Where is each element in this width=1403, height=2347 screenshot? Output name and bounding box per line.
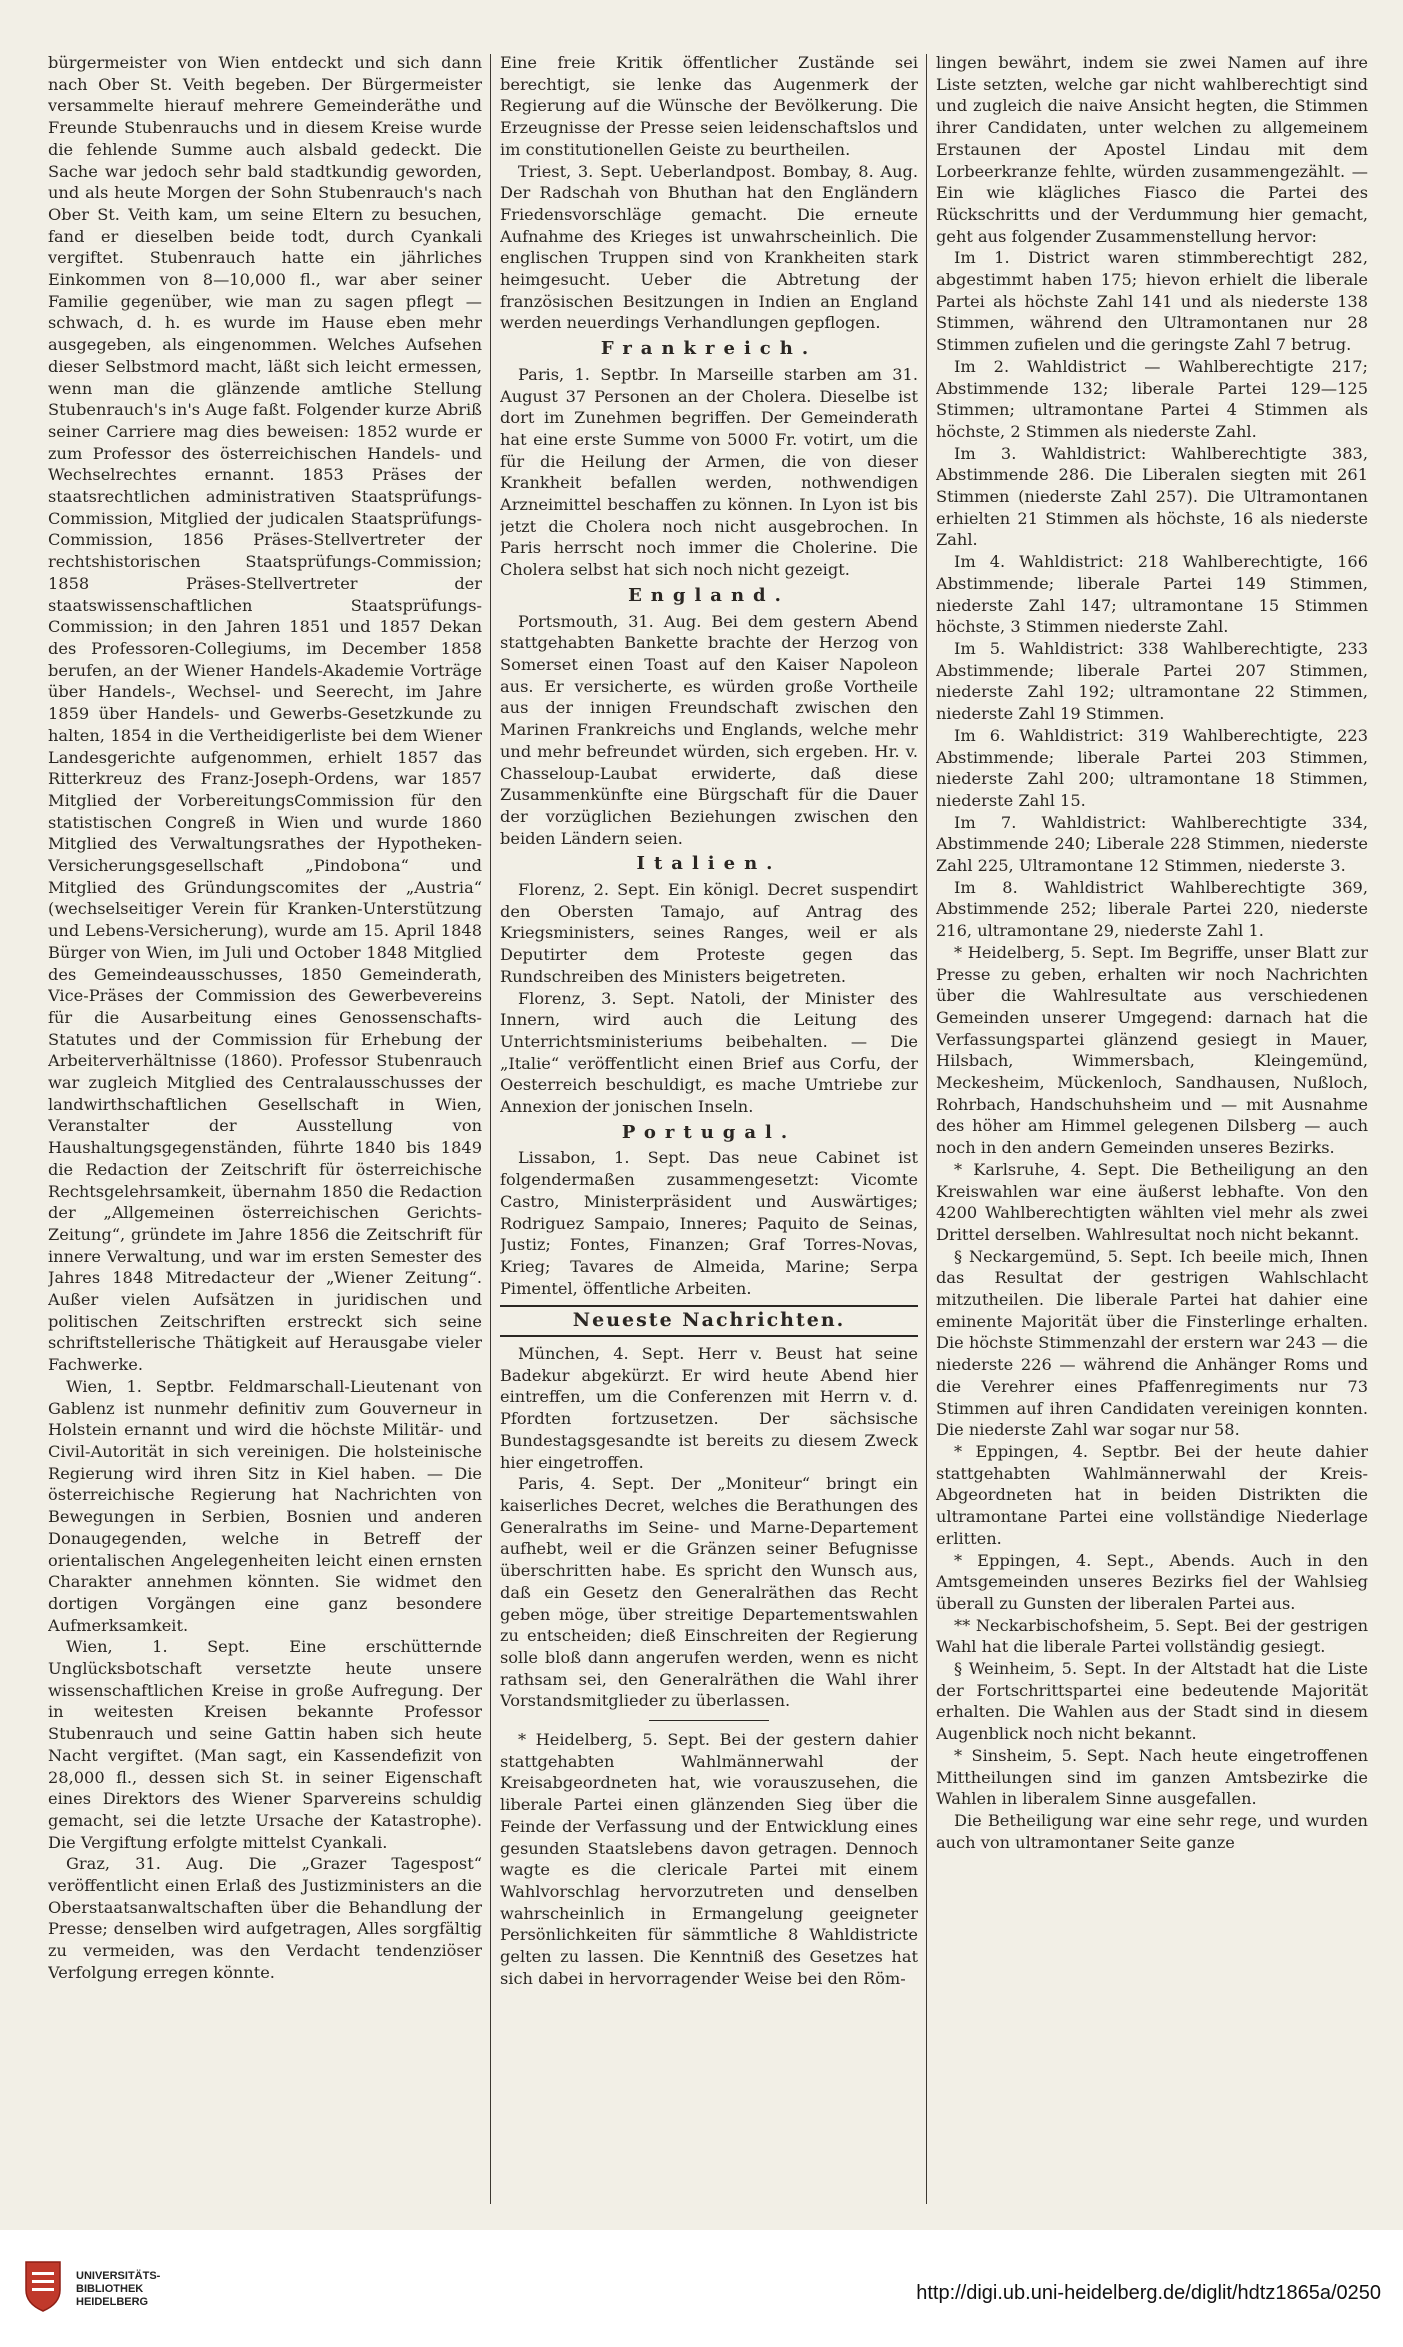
article-text: Wien, 1. Sept. Eine erschütternde Unglücksbotschaft versetzte heute unsere wissenschaftlichen Kreise in große Aufregung. Der in weitesten Kreisen bekannte Professor Stubenrauch und seine Gattin haben sich heute Nacht vergiftet. (Man sagt, ein Kassendefizit von 28,000 fl., dessen sich St. in seiner Eigenschaft eines Direktors des Wiener Sparvereins schuldig gemacht, sei die letzte Ursache der Katastrophe). Die Vergiftung erfolgte mittelst Cyankali.: [48, 1637, 482, 1852]
article-text: Florenz, 3. Sept. Natoli, der Minister des Innern, wird auch die Leitung des Unterrichtsministeriums beibehalten. — Die „Italie“ veröffentlicht einen Brief aus Corfu, der Oesterreich beschuldigt, es mache Umtriebe zur Annexion der jonischen Inseln.: [500, 988, 918, 1117]
article-text: Graz, 31. Aug. Die „Grazer Tagespost“ veröffentlicht einen Erlaß des Justizministers an die Oberstaatsanwaltschaften über die Behandlung der Presse; denselben wird aufgetragen, Alles sorgfältig zu vermeiden, was den Verdacht tendenziöser Verfolgung erregen könnte.: [48, 1854, 482, 1982]
article-text: * Karlsruhe, 4. Sept. Die Betheiligung an den Kreiswahlen war eine äußerst lebhafte. Von den 4200 Wahlberechtigten wählten viel mehr als zwei Drittel derselben. Wahlresultat noch nicht bekannt.: [936, 1159, 1368, 1244]
article-text: Im 2. Wahldistrict — Wahlberechtigte 217; Abstimmende 132; liberale Partei 129—125 Stimmen; ultramontane Partei 4 Stimmen als höchste, 2 Stimmen als niederste Zahl.: [936, 356, 1368, 441]
column-rule: [490, 54, 491, 2204]
divider: [649, 1720, 769, 1721]
permalink-url[interactable]: http://digi.ub.uni-heidelberg.de/diglit/hdtz1865a/0250: [916, 2282, 1381, 2304]
column-1: [48, 52, 482, 2217]
article-text: § Neckargemünd, 5. Sept. Ich beeile mich, Ihnen das Resultat der gestrigen Wahlschlacht mitzutheilen. Die liberale Partei hat dahier eine eminente Majorität über die Finsterlinge erhalten. Die höchste Stimmenzahl der erstern war 243 — die niederste 226 — während die Anhänger Roms und die Verehrer eines Pfaffenregiments nur 73 Stimmen auf ihren Candidaten vereinigen konnten. Die niederste Zahl war sogar nur 58.: [936, 1246, 1368, 1440]
section-heading-portugal: Portugal.: [621, 1121, 797, 1143]
article-text: ** Neckarbischofsheim, 5. Sept. Bei der gestrigen Wahl hat die liberale Partei vollständig gesiegt.: [936, 1615, 1368, 1657]
article-text: * Heidelberg, 5. Sept. Bei der gestern dahier stattgehabten Wahlmännerwahl der Kreisabgeordneten hat, wie vorauszusehen, die liberale Partei einen glänzenden Sieg über die Feinde der Verfassung und der Entwicklung eines gesunden Staatslebens davon getragen. Dennoch wagte es die clericale Partei mit einem Wahlvorschlag hervorzutreten und denselben wahrscheinlich in Ermangelung geeigneter Persönlichkeiten für sämmtliche 8 Wahldistricte gelten zu lassen. Die Kenntniß des Gesetzes hat sich dabei in hervorragender Weise bei den Röm-: [500, 1730, 918, 1988]
footer-bar: [0, 2230, 1403, 2347]
article-text: Im 6. Wahldistrict: 319 Wahlberechtigte, 223 Abstimmende; liberale Partei 203 Stimmen, niederste Zahl 200; ultramontane 18 Stimmen, niederste Zahl 15.: [936, 725, 1368, 810]
article-text: Lissabon, 1. Sept. Das neue Cabinet ist folgendermaßen zusammengesetzt: Vicomte Castro, Ministerpräsident und Auswärtiges; Rodriguez Sampaio, Inneres; Paquito de Seinas, Justiz; Fontes, Finanzen; Graf Torres-Novas, Krieg; Tavares de Almeida, Marine; Serpa Pimentel, öffentliche Arbeiten.: [500, 1148, 918, 1298]
article-text: Im 5. Wahldistrict: 338 Wahlberechtigte, 233 Abstimmende; liberale Partei 207 Stimmen, niederste Zahl 192; ultramontane 22 Stimmen, niederste Zahl 19 Stimmen.: [936, 638, 1368, 724]
section-heading-neueste-nachrichten: Neueste Nachrichten.: [500, 1305, 918, 1337]
article-text: bürgermeister von Wien entdeckt und sich dann nach Ober St. Veith begeben. Der Bürgermeister versammelte hierauf mehrere Gemeinderäthe und Freunde Stubenrauchs und in diesem Kreise wurde die fehlende Summe auch alsbald gedeckt. Die Sache war jedoch sehr bald stadtkundig geworden, und als heute Morgen der Sohn Stubenrauch's nach Ober St. Veith kam, um seine Eltern zu besuchen, fand er dieselben beide todt, durch Cyankali vergiftet. Stubenrauch hatte ein jährliches Einkommen von 8—10,000 fl., war aber seiner Familie gegenüber, wie man zu sagen pflegt — schwach, d. h. es wurde im Hause eben mehr ausgegeben, als eingenommen. Welches Aufsehen dieser Selbstmord macht, läßt sich leicht ermessen, wenn man die glänzende amtliche Stellung Stubenrauch's in's Auge faßt. Folgender kurze Abriß seiner Carriere mag dies beweisen: 1852 wurde er zum Professor des österreichischen Handels- und Wechselrechtes ernannt. 1853 Präses der staatsrechtlichen administrativen Staatsprüfungs-Commission, Mitglied der judicalen Staatsprüfungs-Commission, 1856 Präses-Stellvertreter der rechtshistorischen Staatsprüfungs-Commission; 1858 Präses-Stellvertreter der staatswissenschaftlichen Staatsprüfungs-Commission; in den Jahren 1851 und 1857 Dekan des Professoren-Collegiums, im December 1858 berufen, an der Wiener Handels-Akademie Vorträge über Handels-, Wechsel- und Seerecht, im Jahre 1859 über Handels- und Gewerbs-Gesetzkunde zu halten, 1854 in die Vertheidigerliste bei dem Wiener Landesgerichte aufgenommen, erhielt 1857 das Ritterkreuz des Franz-Joseph-Ordens, war 1857 Mitglied der VorbereitungsCommission für den statistischen Congreß in Wien und wurde 1860 Mitglied des Verwaltungsrathes der Hypotheken-Versicherungsgesellschaft „Pindobona“ und Mitglied des Gründungscomites der „Austria“ (wechselseitiger Verein für Kranken-Unterstützung und Lebens-Versicherung), wurde am 15. April 1848 Bürger von Wien, im Juli und October 1848 Mitglied des Gemeindeausschusses, 1850 Gemeinderath, Vice-Präses der Commission des Gewerbevereins für die Ausarbeitung eines Genossenschafts-Statutes und der Commission für Erhebung der Arbeiterverhältnisse (1860). Professor Stubenrauch war zugleich Mitglied des Centralausschusses der landwirthschaftlichen Gesellschaft in Wien, Veranstalter der Ausstellung von Haushaltungsgegenständen, führte 1840 bis 1849 die Redaction der Zeitschrift für österreichische Rechtsgelehrsamkeit, übernahm 1850 die Redaction der „Allgemeinen österreichischen Gerichts-Zeitung“, gründete im Jahre 1856 die Zeitschrift für innere Verwaltung, und war im ersten Semester des Jahres 1848 Mitredacteur der „Wiener Zeitung“. Außer vielen Aufsätzen in juridischen und politischen Zeitschriften erstreckt sich seine schriftstellerische Thätigkeit auf Herausgabe vieler Fachwerke.: [48, 53, 482, 1375]
article-text: Im 4. Wahldistrict: 218 Wahlberechtigte, 166 Abstimmende; liberale Partei 149 Stimmen, niederste Zahl 147; ultramontane 15 Stimmen höchste, 3 Stimmen niederste Zahl.: [936, 552, 1368, 637]
column-2: [500, 52, 918, 2217]
article-text: Florenz, 2. Sept. Ein königl. Decret suspendirt den Obersten Tamajo, auf Antrag des Kriegsministers, seines Ranges, weil er als Deputirter dem Proteste gegen das Rundschreiben des Ministers beigetreten.: [500, 880, 918, 986]
article-text: Wien, 1. Septbr. Feldmarschall-Lieutenant von Gablenz ist nunmehr definitiv zum Gouverneur in Holstein ernannt und wird die höchste Militär- und Civil-Autorität in sich vereinigen. Die holsteinische Regierung wird ihren Sitz in Kiel haben. — Die österreichische Regierung hat Nachrichten von Bewegungen in Serbien, Bosnien und anderen Donaugegenden, welche in Betreff der orientalischen Angelegenheiten leicht einen ernsten Charakter annehmen könnten. Sie widmet den dortigen Vorgängen eine ganz besondere Aufmerksamkeit.: [48, 1376, 482, 1635]
column-rule: [926, 54, 927, 2204]
article-text: Triest, 3. Sept. Ueberlandpost. Bombay, 8. Aug. Der Radschah von Bhuthan hat den Engländern Friedensvorschläge gemacht. Die erneute Aufnahme des Krieges ist unwahrscheinlich. Die englischen Truppen sind von Krankheiten stark heimgesucht. Ueber die Abtretung der französischen Besitzungen in Indien an England werden neuerdings Verhandlungen gepflogen.: [500, 161, 918, 333]
university-library-logo-icon: [22, 2260, 64, 2312]
article-text: Eine freie Kritik öffentlicher Zustände sei berechtigt, sie lenke das Augenmerk der Regierung auf die Wünsche der Bevölkerung. Die Erzeugnisse der Presse seien leidenschaftslos und im constitutionellen Geiste zu beurtheilen.: [500, 53, 918, 159]
section-heading-frankreich: Frankreich.: [600, 338, 818, 360]
article-text: Die Betheiligung war eine sehr rege, und wurden auch von ultramontaner Seite ganze: [936, 1810, 1368, 1852]
article-text: * Heidelberg, 5. Sept. Im Begriffe, unser Blatt zur Presse zu geben, erhalten wir noch Nachrichten über die Wahlresultate aus verschiedenen Gemeinden unserer Umgegend: darnach hat die Verfassungspartei glänzend gesiegt in Mauer, Hilsbach, Wimmersbach, Kleingemünd, Meckesheim, Mückenloch, Sandhausen, Nußloch, Rohrbach, Handschuhsheim und — mit Ausnahme des höher am Himmel gelegenen Dilsberg — auch noch in den andern Gemeinden unseres Bezirks.: [936, 942, 1368, 1158]
library-name: UNIVERSITÄTS- BIBLIOTHEK HEIDELBERG: [76, 2270, 161, 2308]
article-text: Im 7. Wahldistrict: Wahlberechtigte 334, Abstimmende 240; Liberale 228 Stimmen, niederste Zahl 225, Ultramontane 12 Stimmen, niederste 3.: [936, 812, 1368, 876]
section-heading-italien: Italien.: [636, 853, 782, 875]
article-text: Im 1. District waren stimmberechtigt 282, abgestimmt haben 175; hievon erhielt die liberale Partei als höchste Zahl 141 und als niederste 138 Stimmen, während den Ultramontanen nur 28 Stimmen zufielen und die geringste Zahl 7 betrug.: [936, 248, 1368, 355]
article-text: * Eppingen, 4. Sept., Abends. Auch in den Amtsgemeinden unseres Bezirks fiel der Wahlsieg überall zu Gunsten der liberalen Partei aus.: [936, 1550, 1368, 1613]
column-3: [936, 52, 1368, 2217]
article-text: Portsmouth, 31. Aug. Bei dem gestern Abend stattgehabten Bankette brachte der Herzog von Somerset einen Toast auf den Kaiser Napoleon aus. Er versicherte, es würden große Vortheile aus der innigen Freundschaft zwischen den Marinen Frankreichs und Englands, welche mehr und mehr befreundet würden, sich ergeben. Hr. v. Chasseloup-Laubat erwiderte, daß diese Zusammenkünfte eine Bürgschaft für die Dauer der vorzüglichen Beziehungen zwischen den beiden Ländern seien.: [500, 611, 918, 848]
section-heading-england: England.: [628, 584, 790, 606]
article-text: * Sinsheim, 5. Sept. Nach heute eingetroffenen Mittheilungen sind im ganzen Amtsbezirke die Wahlen in liberalem Sinne ausgefallen.: [936, 1745, 1368, 1809]
article-text: Im 3. Wahldistrict: Wahlberechtigte 383, Abstimmende 286. Die Liberalen siegten mit 261 Stimmen (niederste Zahl 257). Die Ultramontanen erhielten 21 Stimmen als höchste, 16 als niederste Zahl.: [936, 443, 1368, 550]
article-text: Im 8. Wahldistrict Wahlberechtigte 369, Abstimmende 252; liberale Partei 220, niederste 216, ultramontane 29, niederste Zahl 1.: [936, 877, 1368, 941]
article-text: Paris, 1. Septbr. In Marseille starben am 31. August 37 Personen an der Cholera. Dieselbe ist dort im Zunehmen begriffen. Der Gemeinderath hat eine erste Summe von 5000 Fr. votirt, um die für die Heilung der Armen, die von dieser Krankheit befallen werden, nothwendigen Arzneimittel beschaffen zu können. In Lyon ist bis jetzt die Cholera noch nicht ausgebrochen. In Paris herrscht noch immer die Cholerine. Die Cholera selbst hat sich noch nicht gezeigt.: [500, 364, 918, 580]
article-text: Paris, 4. Sept. Der „Moniteur“ bringt ein kaiserliches Decret, welches die Berathungen des Generalraths im Seine- und Marne-Departement aufhebt, weil er die Gränzen seiner Befugnisse überschritten habe. Es spricht den Wunsch aus, daß ein Gesetz den Generalräthen das Recht geben möge, über streitige Departementswahlen zu entscheiden; dieß Einschreiten der Regierung solle bloß dann angerufen werden, wenn es nicht rathsam sei, den Generalräthen die Wahl ihrer Vorstandsmitglieder zu überlassen.: [500, 1474, 918, 1711]
article-text: lingen bewährt, indem sie zwei Namen auf ihre Liste setzten, welche gar nicht wahlberechtigt sind und zugleich die naive Ansicht hegten, die Stimmen ihrer Candidaten, unter welchen zu allgemeinem Erstaunen der Apostel Lindau mit dem Lorbeerkranze fehlte, würden zusammengezählt. — Ein wie klägliches Fiasco die Partei des Rückschritts und der Verdummung hier gemacht, geht aus folgender Zusammenstellung hervor:: [936, 53, 1368, 246]
article-text: * Eppingen, 4. Septbr. Bei der heute dahier stattgehabten Wahlmännerwahl der Kreis-Abgeordneten hat in beiden Distrikten die ultramontane Partei eine vollständige Niederlage erlitten.: [936, 1442, 1368, 1548]
article-text: § Weinheim, 5. Sept. In der Altstadt hat die Liste der Fortschrittspartei eine bedeutende Majorität erhalten. Die Wahlen aus der Stadt sind in diesem Augenblick noch nicht bekannt.: [936, 1659, 1368, 1744]
article-text: München, 4. Sept. Herr v. Beust hat seine Badekur abgekürzt. Er wird heute Abend hier eintreffen, um die Conferenzen mit Herrn v. d. Pfordten fortzusetzen. Der sächsische Bundestagsgesandte ist bereits zu diesem Zweck hier eingetroffen.: [500, 1344, 918, 1472]
